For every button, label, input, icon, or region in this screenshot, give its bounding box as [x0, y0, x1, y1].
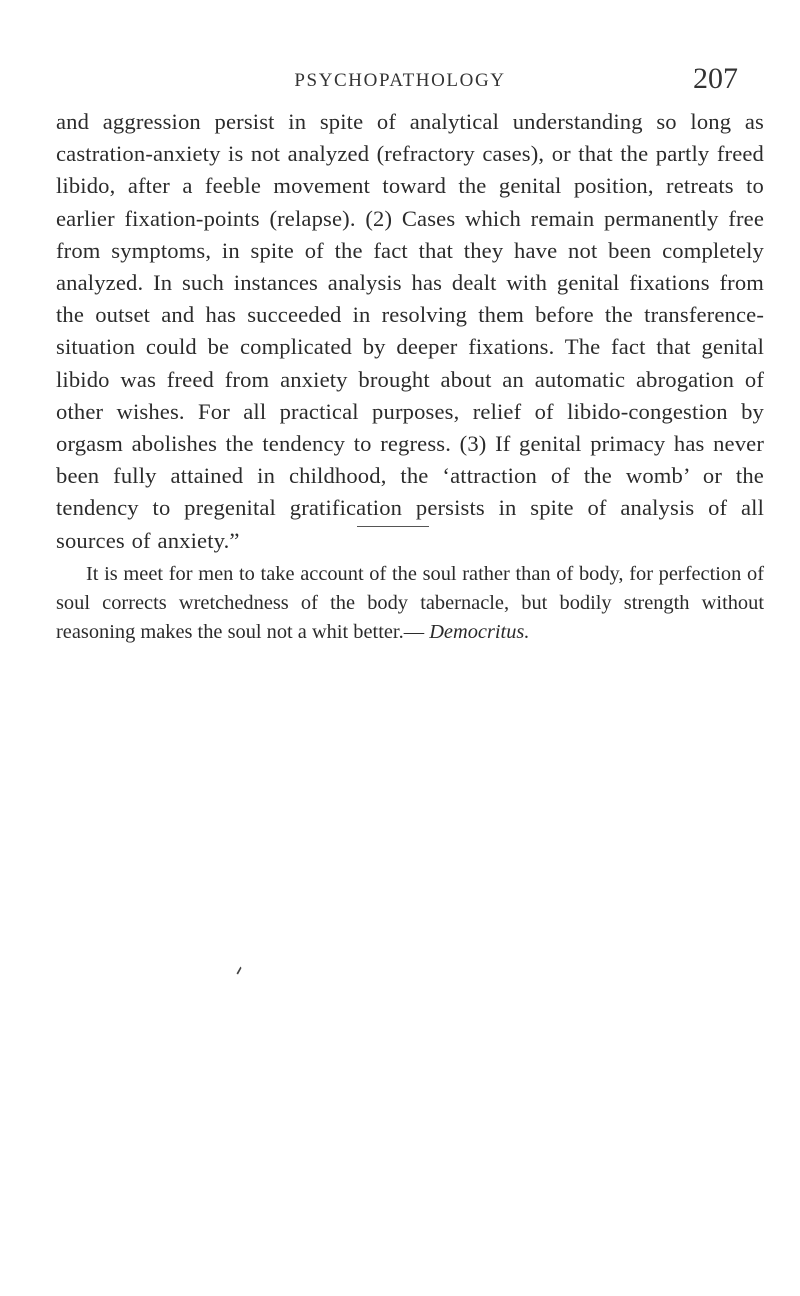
quote-author: Democritus.: [429, 621, 530, 643]
epigraph-quote: [56, 560, 764, 647]
running-title: PSYCHOPATHOLOGY: [294, 70, 506, 91]
body-paragraph: and aggression persist in spite of analytical understanding so long as castration-anxiety is not analyzed (refractory cases), or that the partly freed libido, after a feeble movement toward the genital position, retreats to earlier fixation-points (relapse). (2) Cases which remain permanently free from symptoms, in spite of the fact that they have not been completely analyzed. In such instances analysis has dealt with genital fixations from the outset and has succeeded in resolving them before the transference-situation could be complicated by deeper fixations. The fact that genital libido was freed from anxiety brought about an automatic abrogation of other wishes. For all practical purposes, relief of libido-congestion by orgasm abolishes the tendency to regress. (3) If genital primacy has never been fully attained in childhood, the ‘attraction of the womb’ or the tendency to pregenital gratification persists in spite of analysis of all sources of anxiety.”: [56, 109, 764, 553]
quote-text: It is meet for men to take account of the soul rather than of body, for perfection of soul corrects wretchedness of the body tabernacle, but bodily strength without reasoning makes the soul not a whit better.—: [56, 563, 764, 643]
page-number: 207: [693, 62, 738, 95]
section-divider: [357, 526, 429, 527]
stray-ink-mark: [236, 964, 242, 980]
running-head: [0, 62, 800, 102]
ink-speck-icon: [236, 966, 242, 975]
